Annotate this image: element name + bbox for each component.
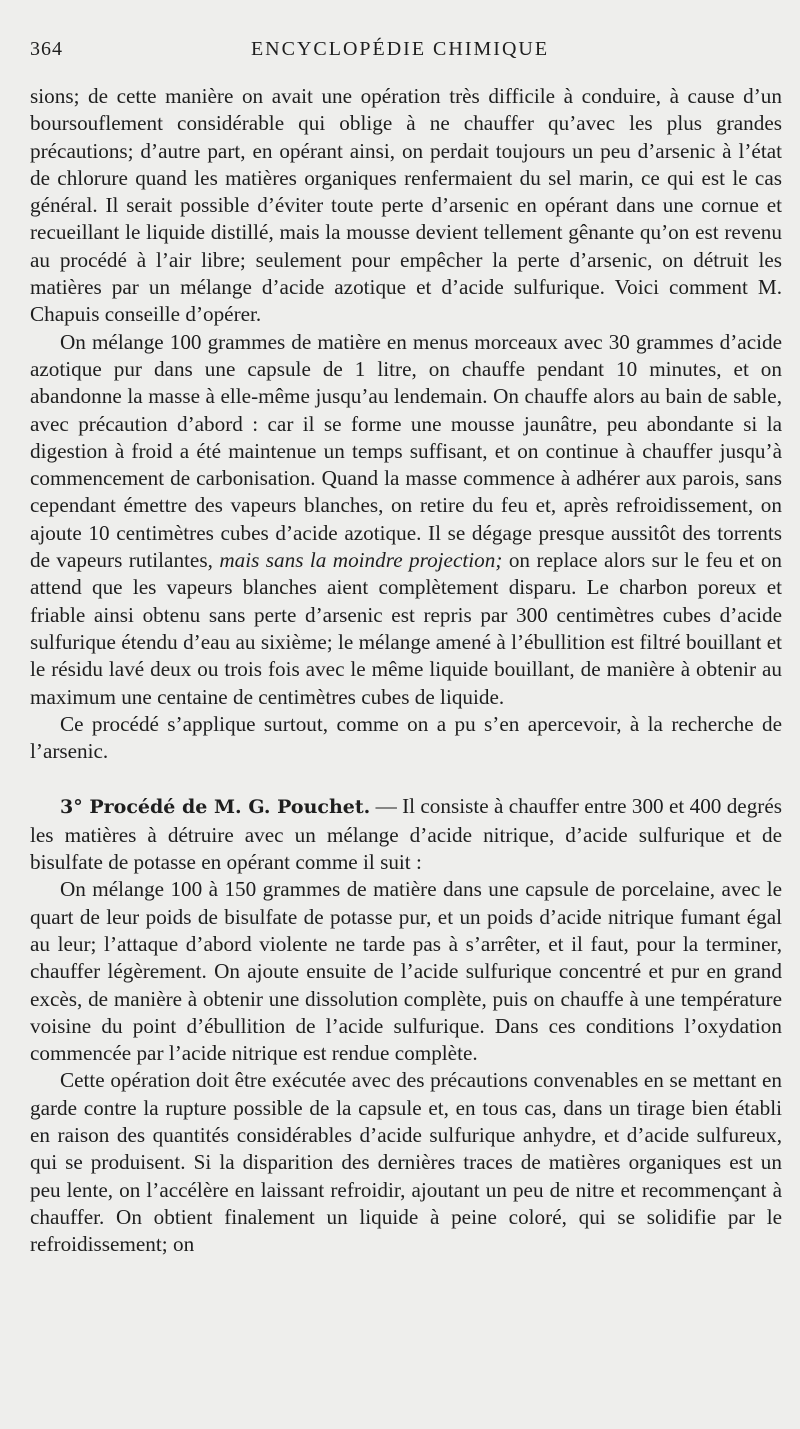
paragraph-chapuis-method	[30, 329, 782, 711]
paragraph-application: Ce procédé s’applique surtout, comme on a pu s’en apercevoir, à la recherche de l’arsenic.	[30, 711, 782, 764]
paragraph-precautions: Cette opération doit être exécutée avec des précautions convenables en se mettant en garde contre la rupture possible de la capsule et, en tous cas, dans un tirage bien établi en raison des quantités considérables d’acide sulfurique anhydre, et d’acide sulfureux, qui se produisent. Si la disparition des dernières traces de matières organiques est un peu lente, on l’accélère en laissant refroidir, ajoutant un peu de nitre et recommençant à chauffer. On obtient finalement un liquide à peine coloré, qui se solidifie par le refroidissement; on	[30, 1068, 782, 1257]
paragraph-continued: sions; de cette manière on avait une opération très difficile à conduire, à cause d’un boursouflement considérable qui oblige à ne chauffer qu’avec les plus grandes précautions; d’autre part, en opérant ainsi, on perdait toujours un peu d’arsenic à l’état de chlorure quand les matières organiques renfermaient du sel marin, ce qui est le cas général. Il serait possible d’éviter toute perte d’arsenic en opérant dans une cornue et recueillant le liquide distillé, mais la mousse devient tellement gênante qu’on est revenu au procédé à l’air libre; seulement pour empêcher la perte d’arsenic, on détruit les matières par un mélange d’acide azotique et d’acide sulfurique. Voici comment M. Chapuis conseille d’opérer.	[30, 84, 782, 327]
section-pouchet	[30, 793, 782, 876]
paragraph-text: — Il consiste à chauffer entre 300 et 400 degrés les matières à détruire avec un mélange d’acide nitrique, d’acide sulfurique et de bisulfate de potasse en opérant comme il suit :	[30, 794, 782, 875]
italic-emphasis: mais sans la moindre projection;	[219, 548, 503, 573]
paragraph-procedure: On mélange 100 à 150 grammes de matière dans une capsule de porcelaine, avec le quart de leur poids de bisulfate de potasse pur, et un poids d’acide nitrique fumant égal au leur; l’attaque d’abord violente ne tarde pas à s’arrêter, et il faut, pour la terminer, chauffer légèrement. On ajoute ensuite de l’acide sulfurique concentré et pur en grand excès, de manière à obtenir une dissolution complète, puis on chauffe à une température voisine du point d’ébullition de l’acide sulfurique. Dans ces conditions l’oxydation commencée par l’acide nitrique est rendue complète.	[30, 877, 782, 1066]
section-heading: 3° Procédé de M. G. Pouchet.	[60, 796, 371, 819]
page-number: 364	[30, 38, 63, 60]
running-title: ENCYCLOPÉDIE CHIMIQUE	[250, 38, 550, 60]
body-text	[30, 83, 782, 1258]
paragraph-text: On mélange 100 grammes de matière en menus morceaux avec 30 grammes d’acide azotique pur dans une capsule de 1 litre, on chauffe pendant 10 minutes, et on abandonne la masse à elle-même jusqu’au lendemain. On chauffe alors au bain de sable, avec précaution d’abord : car il se forme une mousse jaunâtre, peu abondante si la digestion à froid a été maintenue un temps suffisant, et on continue à chauffer jusqu’à commencement de carbonisation. Quand la masse commence à adhérer aux parois, sans cependant émettre des vapeurs blanches, on retire du feu et, après refroidissement, on ajoute 10 centimètres cubes d’acide azotique. Il se dégage presque aussitôt des torrents de vapeurs rutilantes,	[30, 329, 782, 573]
paragraph-text: on replace alors sur le feu et on attend que les vapeurs blanches aient complètement disparu. Le charbon poreux et friable ainsi obtenu sans perte d’arsenic est repris par 300 centimètres cubes d’acide sulfurique étendu d’eau au sixième; le mélange amené à l’ébullition est filtré bouillant et le résidu lavé deux ou trois fois avec le même liquide bouillant, de manière à obtenir au maximum une centaine de centimètres cubes de liquide.	[30, 548, 783, 709]
page-header	[30, 38, 770, 68]
